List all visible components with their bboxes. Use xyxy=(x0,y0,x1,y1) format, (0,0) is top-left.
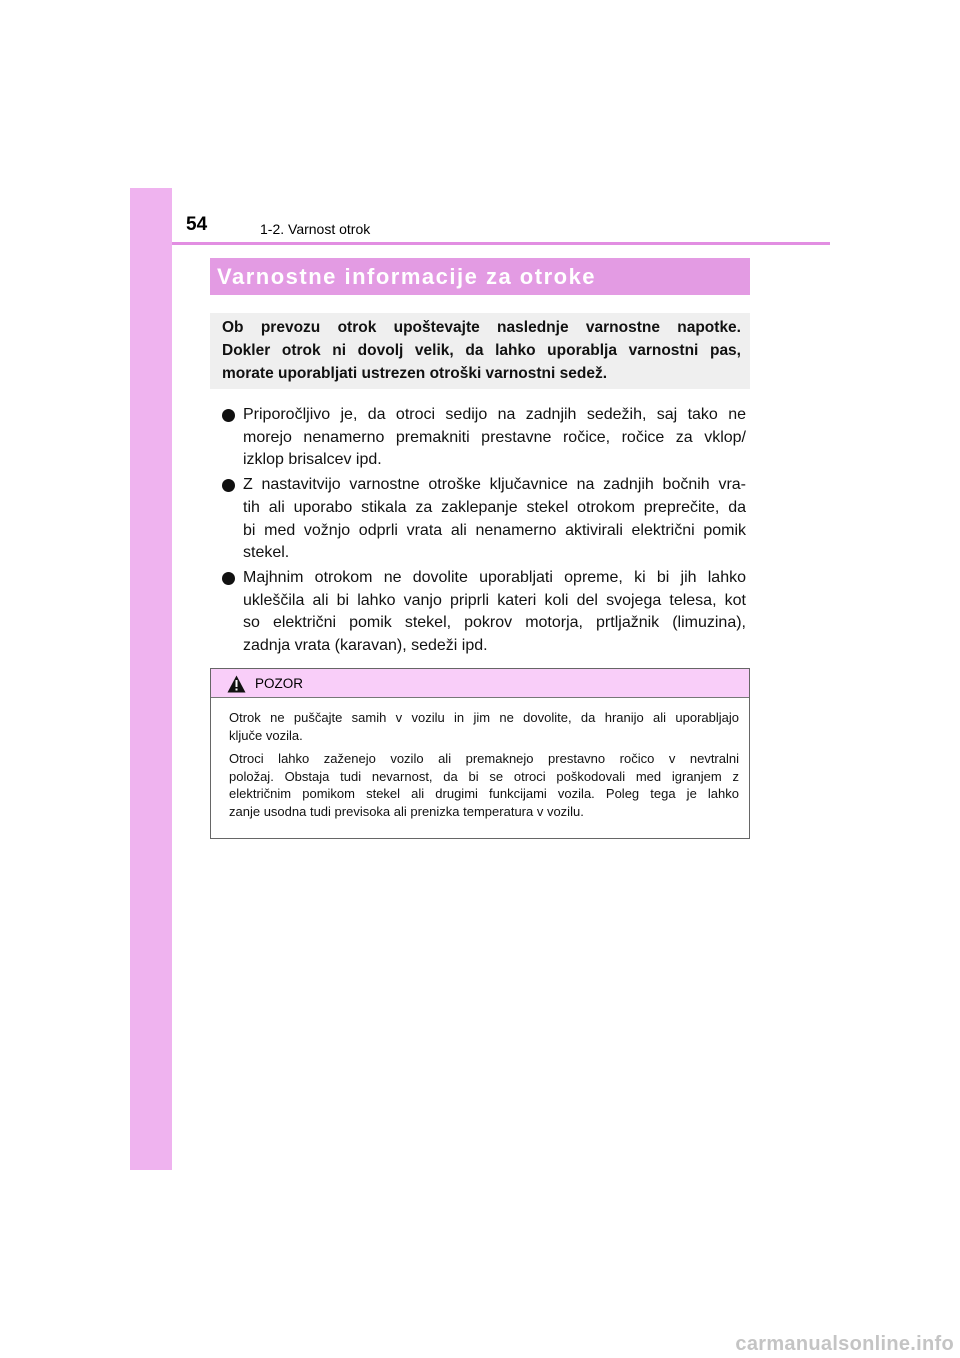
bullet-line: ukleščila ali bi lahko vanjo priprli kateri koli del svojega telesa, kot xyxy=(243,591,746,609)
warning-line: električnim pomikom stekel ali drugimi funkcijami vozila. Poleg tega je lahko xyxy=(229,786,739,801)
warning-box xyxy=(210,668,750,839)
bullet-line: so električni pomik stekel, pokrov motorja, prtljažnik (limuzina), xyxy=(243,614,746,632)
warning-label: POZOR xyxy=(255,676,304,691)
intro-line: Ob prevozu otrok upoštevajte naslednje varnostne napotke. xyxy=(222,319,741,336)
page-number: 54 xyxy=(186,214,208,235)
bullet-line: Z nastavitvijo varnostne otroške ključavnice na zadnjih bočnih vra- xyxy=(243,476,746,494)
warning-line: položaj. Obstaja tudi nevarnost, da bi se otroci poškodovali med igranjem z xyxy=(229,768,739,784)
warning-line: Otrok ne puščajte samih v vozilu in jim ne dovolite, da hranijo ali uporabljajo xyxy=(229,710,739,725)
warning-header xyxy=(211,669,749,698)
bullet-list xyxy=(222,404,746,660)
side-tab-strip xyxy=(130,188,172,1170)
header-divider xyxy=(172,242,830,245)
bullet-line: zadnja vrata (karavan), sedeži ipd. xyxy=(243,637,488,655)
bullet-line: morejo nenamerno premakniti prestavne ročice, ročice za vklop/ xyxy=(243,428,746,446)
section-label: 1-2. Varnost otrok xyxy=(260,221,371,237)
warning-triangle-icon xyxy=(227,675,246,693)
section-title-bar xyxy=(210,258,750,295)
bullet-dot-icon xyxy=(222,572,235,585)
bullet-item xyxy=(222,474,746,565)
warning-paragraph xyxy=(229,709,739,744)
intro-line: Dokler otrok ni dovolj velik, da lahko uporablja varnostni pas, xyxy=(222,342,741,359)
bullet-item xyxy=(222,567,746,658)
warning-line: ključe vozila. xyxy=(229,727,303,743)
bullet-item xyxy=(222,404,746,472)
watermark: carmanualsonline.info xyxy=(735,1333,954,1355)
bullet-dot-icon xyxy=(222,409,235,422)
bullet-dot-icon xyxy=(222,479,235,492)
bullet-line: Priporočljivo je, da otroci sedijo na zadnjih sedežih, saj tako ne xyxy=(243,406,746,423)
warning-body xyxy=(211,698,749,820)
warning-line: zanje usodna tudi previsoka ali prenizka temperatura v vozilu. xyxy=(229,803,584,819)
intro-box xyxy=(210,313,750,389)
warning-paragraph xyxy=(229,750,739,820)
warning-line: Otroci lahko zaženejo vozilo ali premaknejo prestavno ročico v nevtralni xyxy=(229,751,739,766)
bullet-line: izklop brisalcev ipd. xyxy=(243,451,382,469)
bullet-line: Majhnim otrokom ne dovolite uporabljati opreme, ki bi jih lahko xyxy=(243,568,746,586)
bullet-line: stekel. xyxy=(243,544,290,562)
section-title: Varnostne informacije za otroke xyxy=(217,263,597,289)
intro-line: morate uporabljati ustrezen otroški varnostni sedež. xyxy=(222,365,608,382)
bullet-line: tih ali uporabo stikala za zaklepanje stekel otrokom preprečite, da xyxy=(243,498,746,516)
bullet-line: bi med vožnjo odprli vrata ali nenamerno aktivirali električni pomik xyxy=(243,521,746,539)
